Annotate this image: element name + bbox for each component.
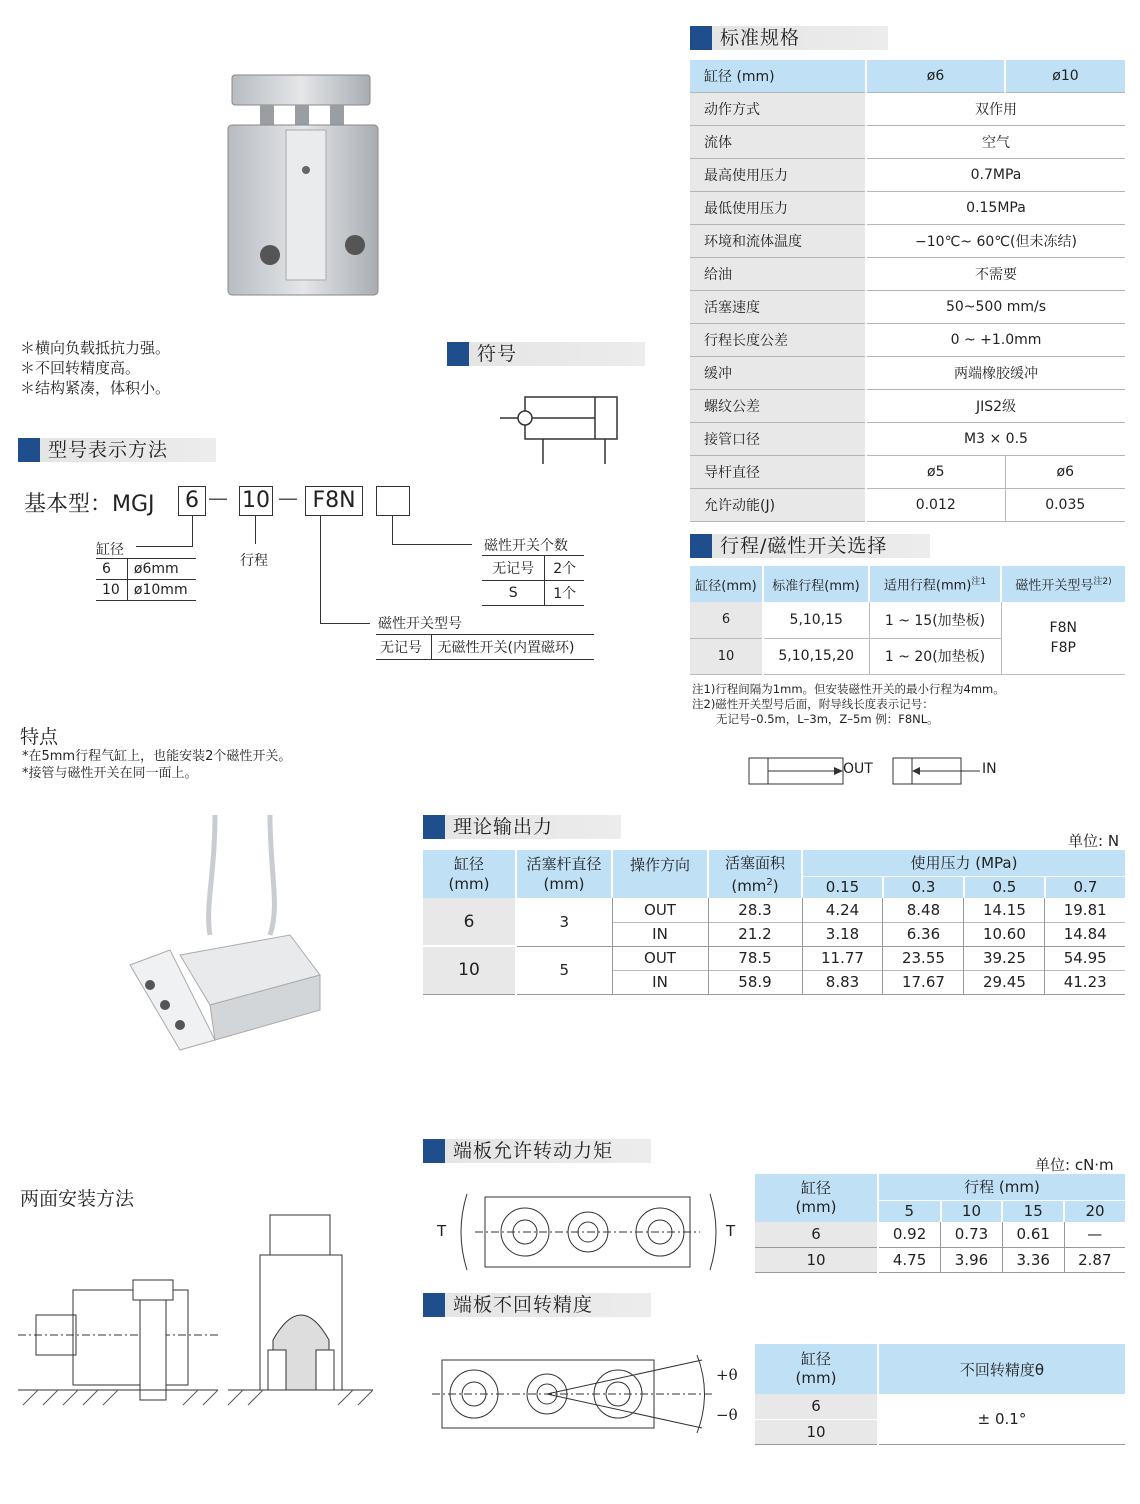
force-table: 缸径 (mm) 活塞杆直径 (mm) 操作方向 活塞面积 $(mm^2)$ 使用压力 (MPa) 0.15 0.3 0.5 0.7 6 3 OUT 28.3 4.24 8.48 14.15 19.81 IN 21.2 3.18 6.36 10.60 14.84 10 5 OUT 78.5 11.77 23.55 39.25 54.95 IN 58.9 8.83 17.67 29.45 41.23 <box>423 850 1125 995</box>
switch-code-table: 无记号 无磁性开关(内置磁环) <box>376 634 594 660</box>
model-section-title: 型号表示方法 <box>18 438 216 462</box>
bore-code-table: 6 ø6mm 10 ø10mm <box>96 558 196 601</box>
count-code-table: 无记号 2个 S 1个 <box>482 555 584 606</box>
stroke-section-title: 行程/磁性开关选择 <box>690 534 930 558</box>
torque-section-title: 端板允许转动力矩 <box>423 1139 651 1163</box>
out-diagram <box>748 756 848 790</box>
model-count-box <box>376 486 410 516</box>
count-label: 磁性开关个数 <box>484 538 568 554</box>
in-label: IN <box>982 761 997 777</box>
precision-table: 缸径 (mm) 不回转精度θ 6 ± 0.1° 10 <box>755 1344 1125 1445</box>
feature-bullets <box>20 338 170 398</box>
torque-table: 缸径 (mm) 行程 (mm) 5 10 15 20 6 0.92 0.73 0.61 — 10 4.75 3.96 3.36 2.87 <box>755 1174 1125 1273</box>
torque-unit: 单位: cN·m <box>1035 1156 1114 1174</box>
spec-section-title: 标准规格 <box>690 26 888 50</box>
switch-label: 磁性开关型号 <box>378 616 462 632</box>
model-prefix: 基本型：MGJ <box>24 492 155 517</box>
stroke-label: 行程 <box>240 553 268 569</box>
torque-t-left: T <box>437 1222 447 1240</box>
symbol-diagram <box>495 392 625 471</box>
stroke-notes: 注1)行程间隔为1mm。但安装磁性开关的最小行程为4mm。 注2)磁性开关型号后面，附导线长度表示记号： 无记号–0.5m，L–3m，Z–5m 例：F8NL。 <box>692 682 1005 726</box>
mounting-title: 两面安装方法 <box>20 1188 135 1210</box>
torque-diagram <box>455 1185 725 1284</box>
out-label: OUT <box>843 761 873 777</box>
symbol-section-title: 符号 <box>447 342 645 366</box>
model-dash-1: — <box>208 486 228 510</box>
features-lines: *在5mm行程气缸上，也能安装2个磁性开关。 *接管与磁性开关在同一面上。 <box>22 749 292 781</box>
mounting-diagram <box>18 1210 373 1424</box>
bullet-2: ＊不回转精度高。 <box>20 359 141 377</box>
bullet-3: ＊结构紧凑，体积小。 <box>20 379 171 397</box>
features-title: 特点 <box>20 726 59 748</box>
precision-section-title: 端板不回转精度 <box>423 1293 651 1317</box>
cylinder-photo <box>220 70 380 300</box>
model-stroke-box: 10 <box>239 486 273 516</box>
stroke-table: 缸径(mm) 标准行程(mm) 适用行程(mm)$^{注1}$ 磁性开关型号$^{注2)}$ 6 5,10,15 1 ~ 15(加垫板) F8N F8P 10 5,10,15,20 1 ~ 20(加垫板) <box>690 566 1125 675</box>
model-switch-box: F8N <box>305 486 363 516</box>
force-section-title: 理论输出力 <box>423 815 621 839</box>
cylinder-photo-2 <box>120 815 330 1055</box>
in-diagram <box>892 756 982 790</box>
force-unit: 单位: N <box>1068 832 1120 850</box>
minus-theta: −θ <box>716 1406 738 1424</box>
bore-label: 缸径 <box>96 542 124 558</box>
precision-diagram <box>432 1345 732 1449</box>
model-dash-2: — <box>278 486 298 510</box>
bullet-1: ＊横向负载抵抗力强。 <box>20 339 171 357</box>
spec-table: 缸径 (mm) ø6 ø10 动作方式 双作用 流体 空气 最高使用压力 0.7MPa 最低使用压力 0.15MPa 环境和流体温度 −10℃~ 60℃(但未冻结) 给油 不需要 活塞速度 50~500 mm/s 行程长度公差 0 ~ +1.0mm 缓冲 两端橡胶缓冲 螺纹公差 JIS2级 接管口径 M3 × 0.5 导杆直径 ø5 ø6 允许动能(J) 0.012 0.035 <box>690 60 1125 522</box>
model-bore-box: 6 <box>178 486 206 516</box>
torque-t-right: T <box>726 1222 736 1240</box>
plus-theta: +θ <box>716 1366 738 1384</box>
